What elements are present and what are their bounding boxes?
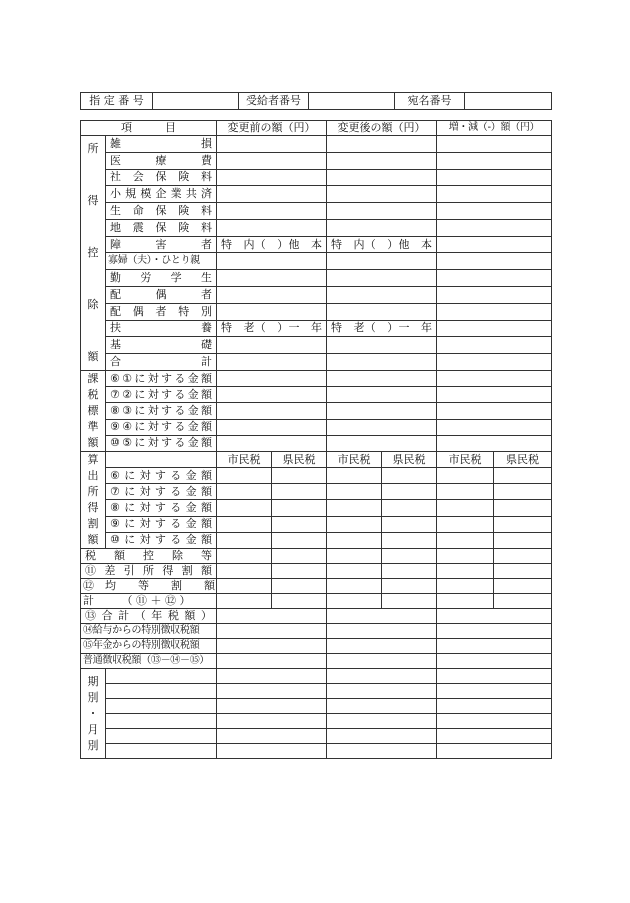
value-cell[interactable] [327,714,437,729]
value-cell[interactable] [217,403,327,419]
value-cell[interactable] [437,219,552,236]
value-cell[interactable] [217,169,327,186]
period-cell[interactable] [106,729,217,744]
value-cell[interactable] [217,500,272,516]
value-cell[interactable] [327,564,382,579]
value-cell[interactable] [217,729,327,744]
grand-total-label: ⑬ 合 計 （ 年 税 額 ） [81,609,217,624]
period-group-label: 期 別 ・ 月 別 [81,669,106,759]
dependent-after-cell[interactable]: 特 老（ ）一 年 [327,320,437,337]
deduction-item: 生命保険料 [106,203,217,220]
calc-item: ⑩ に 対 す る 金 額 [106,532,217,548]
value-cell[interactable] [437,500,494,516]
deduction-item: 勤労学生 [106,270,217,287]
value-cell[interactable] [217,684,327,699]
value-cell[interactable] [217,371,327,387]
value-cell[interactable] [494,532,552,548]
value-cell[interactable] [327,219,437,236]
value-cell[interactable] [327,354,437,371]
value-cell[interactable] [217,639,327,654]
value-cell[interactable] [437,714,552,729]
calc-item: ⑦ に 対 す る 金 額 [106,484,217,500]
value-cell[interactable] [272,532,327,548]
tax-change-table [80,120,552,759]
recipient-number-label: 受給者番号 [239,93,309,110]
value-cell[interactable] [437,549,494,564]
value-cell[interactable] [217,669,327,684]
value-cell[interactable] [217,287,327,304]
value-cell[interactable] [272,500,327,516]
value-cell[interactable] [327,699,437,714]
ordinary-collection-label: 普通徴収税額（⑬－⑭－⑮） [81,654,217,669]
value-cell[interactable] [437,236,552,253]
value-cell[interactable] [327,468,382,484]
header-table [80,92,552,110]
value-cell[interactable] [217,699,327,714]
value-cell[interactable] [437,684,552,699]
taxable-item: ⑩⑤に対する金額 [106,435,217,451]
value-cell[interactable] [437,468,494,484]
deduction-item: 雑損 [106,136,217,153]
value-cell[interactable] [217,484,272,500]
value-cell[interactable] [327,419,437,435]
value-cell[interactable] [437,744,552,759]
value-cell[interactable] [437,203,552,220]
value-cell[interactable] [327,253,437,270]
deduction-item: 地震保険料 [106,219,217,236]
taxable-item: ⑨④に対する金額 [106,419,217,435]
value-cell[interactable] [327,435,437,451]
city-tax-header: 市民税 [437,452,494,468]
value-cell[interactable] [217,203,327,220]
designation-number-label: 指 定 番 号 [81,93,153,110]
deduction-item: 社会保険料 [106,169,217,186]
value-cell[interactable] [327,532,382,548]
value-cell[interactable] [382,500,437,516]
value-cell[interactable] [327,500,382,516]
value-cell[interactable] [382,532,437,548]
value-cell[interactable] [437,654,552,669]
net-income-levy-label: ⑪ 差 引 所 得 割 額 [81,564,217,579]
value-cell[interactable] [437,403,552,419]
value-cell[interactable] [437,320,552,337]
value-cell[interactable] [382,484,437,500]
pref-tax-header: 県民税 [272,452,327,468]
value-cell[interactable] [437,371,552,387]
value-cell[interactable] [327,403,437,419]
city-tax-header: 市民税 [327,452,382,468]
value-cell[interactable] [437,387,552,403]
value-cell[interactable] [327,136,437,153]
value-cell[interactable] [327,654,437,669]
value-cell[interactable] [217,744,327,759]
value-cell[interactable] [327,287,437,304]
value-cell[interactable] [437,337,552,354]
calc-group-label: 算 出 所 得 割 額 [81,452,106,549]
value-cell[interactable] [217,186,327,203]
value-cell[interactable] [272,484,327,500]
value-cell[interactable] [217,532,272,548]
city-tax-header: 市民税 [217,452,272,468]
deduction-item: 医療費 [106,152,217,169]
taxable-item: ⑧③に対する金額 [106,403,217,419]
value-cell[interactable] [494,594,552,609]
value-cell[interactable] [217,714,327,729]
recipient-number-field[interactable] [309,93,395,110]
value-cell[interactable] [327,639,437,654]
value-cell[interactable] [272,549,327,564]
value-cell[interactable] [437,152,552,169]
value-cell[interactable] [382,594,437,609]
dependent-before-cell[interactable]: 特 老（ ）一 年 [217,320,327,337]
period-cell[interactable] [106,699,217,714]
value-cell[interactable] [437,639,552,654]
value-cell[interactable] [217,387,327,403]
period-cell[interactable] [106,684,217,699]
value-cell[interactable] [327,609,437,624]
salary-withholding-label: ⑭給与からの特別徴収税額 [81,624,217,639]
value-cell[interactable] [437,435,552,451]
value-cell[interactable] [437,270,552,287]
value-cell[interactable] [217,654,327,669]
value-cell[interactable] [494,549,552,564]
disability-after-cell[interactable]: 特 内（ ）他 本 [327,236,437,253]
value-cell[interactable] [327,579,382,594]
value-cell[interactable] [217,516,272,532]
value-cell[interactable] [437,699,552,714]
value-cell[interactable] [327,203,437,220]
period-cell[interactable] [106,669,217,684]
value-cell[interactable] [217,270,327,287]
value-cell[interactable] [494,516,552,532]
value-cell[interactable] [217,419,327,435]
value-cell[interactable] [437,516,494,532]
value-cell[interactable] [217,468,272,484]
value-cell[interactable] [217,219,327,236]
value-cell[interactable] [217,549,272,564]
value-cell[interactable] [437,609,552,624]
item-column-header: 項 目 [81,121,217,136]
deduction-item: 配偶者特別 [106,303,217,320]
value-cell[interactable] [494,468,552,484]
calc-subheader-blank [106,452,217,468]
value-cell[interactable] [217,136,327,153]
value-cell[interactable] [327,684,437,699]
value-cell[interactable] [327,303,437,320]
value-cell[interactable] [217,624,327,639]
value-cell[interactable] [217,303,327,320]
deduction-item: 配偶者 [106,287,217,304]
pref-tax-header: 県民税 [382,452,437,468]
pension-withholding-label: ⑮年金からの特別徴収税額 [81,639,217,654]
disability-before-cell[interactable]: 特 内（ ）他 本 [217,236,327,253]
deduction-item: 基礎 [106,337,217,354]
value-cell[interactable] [437,624,552,639]
value-cell[interactable] [327,729,437,744]
value-cell[interactable] [437,136,552,153]
deduction-group-label: 所 得 控 除 額 [81,136,106,371]
value-cell[interactable] [327,169,437,186]
value-cell[interactable] [327,371,437,387]
value-cell[interactable] [437,419,552,435]
value-cell[interactable] [437,303,552,320]
deduction-item: 小規模企業共済 [106,186,217,203]
value-cell[interactable] [272,594,327,609]
value-cell[interactable] [437,169,552,186]
value-cell[interactable] [327,669,437,684]
value-cell[interactable] [217,337,327,354]
value-cell[interactable] [382,468,437,484]
after-column-header: 変更後の額（円） [327,121,437,136]
value-cell[interactable] [437,484,494,500]
value-cell[interactable] [217,594,272,609]
value-cell[interactable] [327,484,382,500]
diff-column-header: 増・減（-）額（円） [437,121,552,136]
value-cell[interactable] [494,500,552,516]
value-cell[interactable] [217,564,272,579]
value-cell[interactable] [217,354,327,371]
address-number-field[interactable] [465,93,552,110]
taxable-item: ⑦②に対する金額 [106,387,217,403]
value-cell[interactable] [382,516,437,532]
deduction-item: 扶養 [106,320,217,337]
per-capita-label: ⑫ 均 等 割 額 [81,579,217,594]
value-cell[interactable] [327,744,437,759]
value-cell[interactable] [494,484,552,500]
deduction-item: 合計 [106,354,217,371]
address-number-label: 宛名番号 [395,93,465,110]
calc-item: ⑨ に 対 す る 金 額 [106,516,217,532]
value-cell[interactable] [327,270,437,287]
value-cell[interactable] [382,564,437,579]
value-cell[interactable] [437,669,552,684]
value-cell[interactable] [437,287,552,304]
value-cell[interactable] [327,516,382,532]
value-cell[interactable] [327,594,382,609]
period-cell[interactable] [106,714,217,729]
value-cell[interactable] [437,564,494,579]
calc-item: ⑥ に 対 す る 金 額 [106,468,217,484]
value-cell[interactable] [494,564,552,579]
pref-tax-header: 県民税 [494,452,552,468]
value-cell[interactable] [327,387,437,403]
value-cell[interactable] [494,579,552,594]
value-cell[interactable] [382,549,437,564]
value-cell[interactable] [217,435,327,451]
designation-number-field[interactable] [153,93,239,110]
taxable-group-label: 課 税 標 準 額 [81,371,106,452]
value-cell[interactable] [272,564,327,579]
value-cell[interactable] [327,152,437,169]
tax-deduction-label: 税 額 控 除 等 [81,549,217,564]
value-cell[interactable] [272,468,327,484]
deduction-item: 障害者 [106,236,217,253]
value-cell[interactable] [327,624,437,639]
value-cell[interactable] [437,186,552,203]
value-cell[interactable] [437,354,552,371]
value-cell[interactable] [272,579,327,594]
value-cell[interactable] [382,579,437,594]
value-cell[interactable] [217,579,272,594]
value-cell[interactable] [437,729,552,744]
value-cell[interactable] [327,549,382,564]
value-cell[interactable] [217,609,327,624]
value-cell[interactable] [437,579,494,594]
calc-item: ⑧ に 対 す る 金 額 [106,500,217,516]
value-cell[interactable] [217,253,327,270]
sum-label: 計 （ ⑪ ＋ ⑫ ） [81,594,217,609]
column-header-row [81,121,552,136]
value-cell[interactable] [327,186,437,203]
value-cell[interactable] [437,532,494,548]
value-cell[interactable] [437,594,494,609]
period-cell[interactable] [106,744,217,759]
before-column-header: 変更前の額（円） [217,121,327,136]
taxable-item: ⑥①に対する金額 [106,371,217,387]
value-cell[interactable] [437,253,552,270]
value-cell[interactable] [217,152,327,169]
value-cell[interactable] [272,516,327,532]
value-cell[interactable] [327,337,437,354]
deduction-item: 寡婦（夫）・ひとり親 [106,253,217,270]
